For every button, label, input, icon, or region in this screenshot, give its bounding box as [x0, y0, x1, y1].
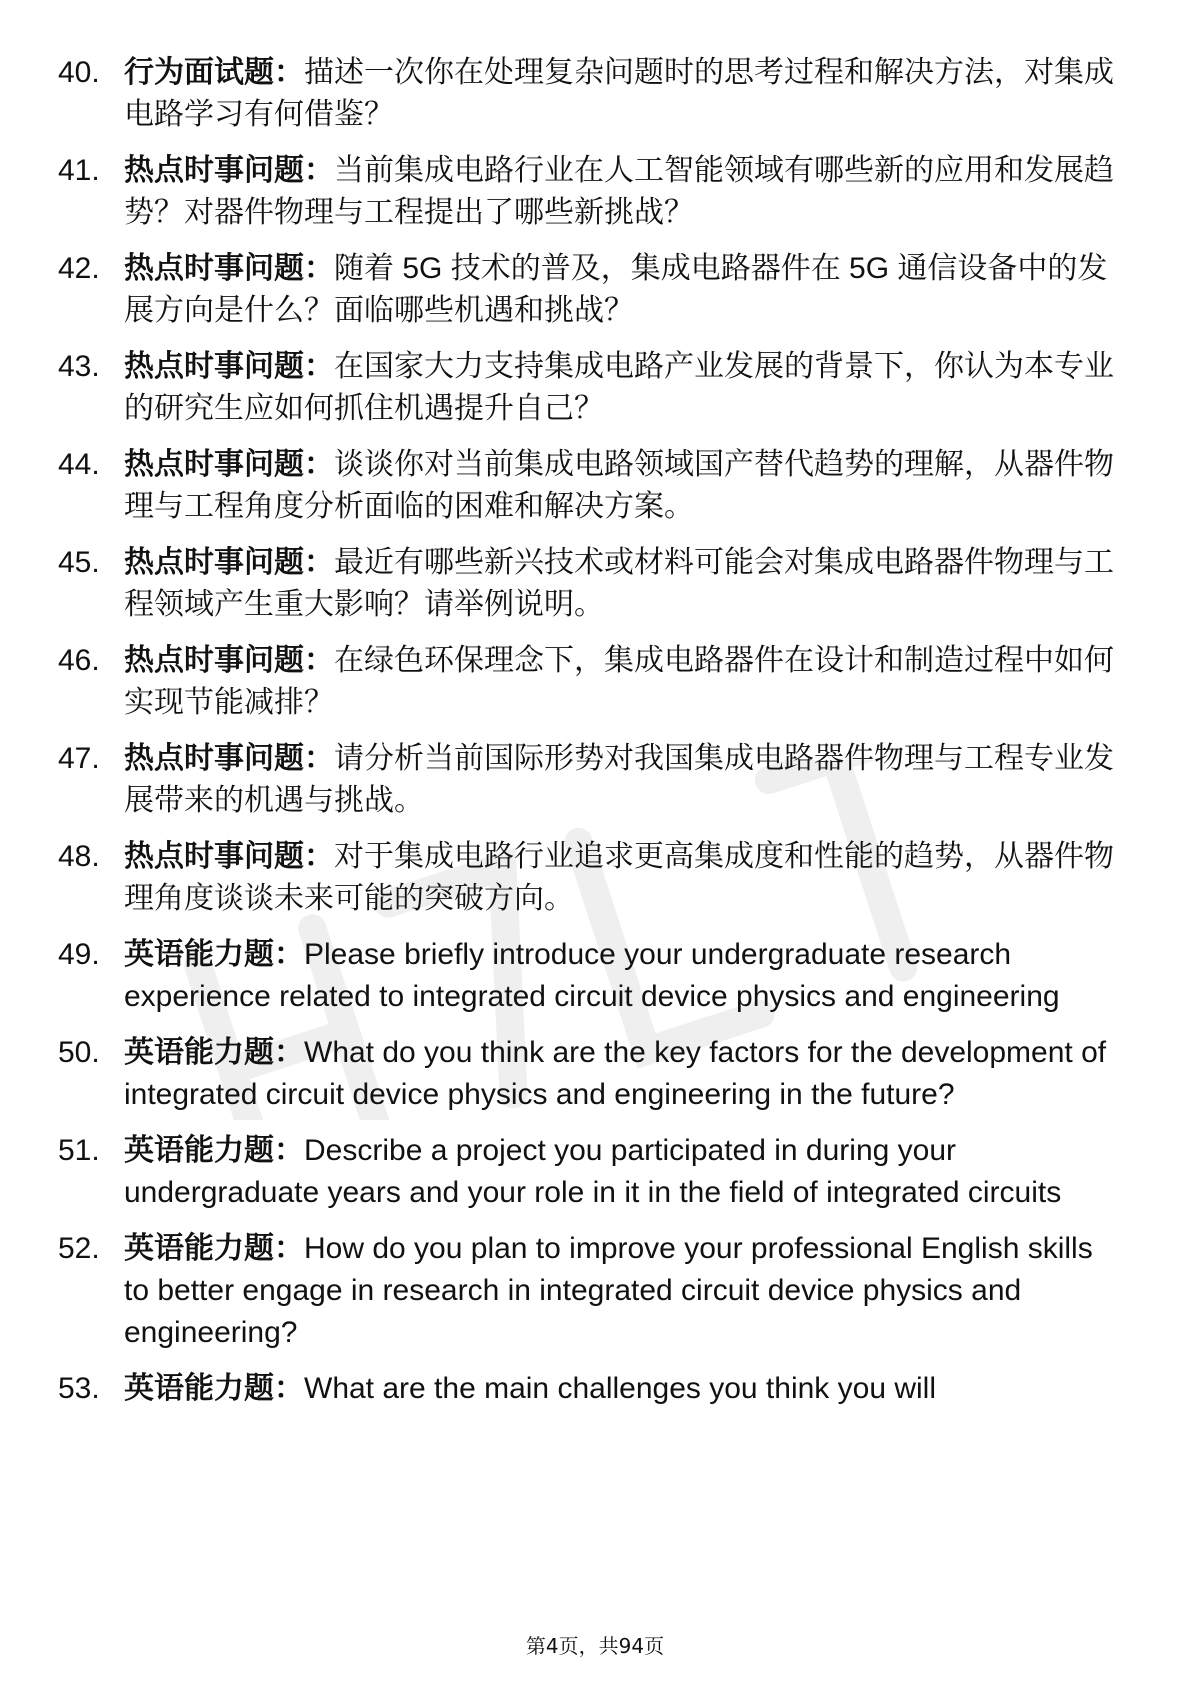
- question-body: [124, 248, 1118, 332]
- question-text: 当前集成电路行业在人工智能领域有哪些新的应用和发展趋势？对器件物理与工程提出了哪些新挑战？: [124, 154, 1114, 229]
- question-item: [58, 1130, 1118, 1214]
- question-item: [58, 836, 1118, 920]
- question-category: 热点时事问题：: [124, 546, 334, 579]
- question-body: [124, 346, 1118, 430]
- question-item: [58, 542, 1118, 626]
- question-body: [124, 444, 1118, 528]
- question-category: 英语能力题：: [124, 938, 304, 971]
- question-number: 41.: [58, 154, 100, 187]
- question-category: 英语能力题：: [124, 1134, 304, 1167]
- question-category: 热点时事问题：: [124, 742, 334, 775]
- question-body: [124, 542, 1118, 626]
- question-text: 谈谈你对当前集成电路领域国产替代趋势的理解，从器件物理与工程角度分析面临的困难和解决方案。: [124, 448, 1114, 523]
- page-footer: 第4页，共94页: [525, 1634, 665, 1658]
- question-category: 热点时事问题：: [124, 644, 334, 677]
- question-text: 在国家大力支持集成电路产业发展的背景下，你认为本专业的研究生应如何抓住机遇提升自己？: [124, 350, 1114, 425]
- question-item: [58, 444, 1118, 528]
- question-category: 热点时事问题：: [124, 840, 334, 873]
- question-list: [58, 52, 1118, 1424]
- question-body: [124, 150, 1118, 234]
- question-item: [58, 1368, 1118, 1410]
- question-category: 热点时事问题：: [124, 252, 334, 285]
- question-item: [58, 738, 1118, 822]
- question-text: What do you think are the key factors for the development of integrated circuit device physics and engineering in the future?: [124, 1036, 1107, 1111]
- question-number: 43.: [58, 350, 100, 383]
- question-number: 52.: [58, 1232, 100, 1265]
- question-item: [58, 640, 1118, 724]
- question-category: 热点时事问题：: [124, 448, 334, 481]
- question-category: 英语能力题：: [124, 1036, 304, 1069]
- question-number: 48.: [58, 840, 100, 873]
- question-number: 42.: [58, 252, 100, 285]
- question-number: 51.: [58, 1134, 100, 1167]
- question-body: [124, 738, 1118, 822]
- question-number: 49.: [58, 938, 100, 971]
- question-category: 英语能力题：: [124, 1232, 304, 1265]
- question-body: [124, 52, 1118, 136]
- question-number: 40.: [58, 56, 100, 89]
- question-number: 45.: [58, 546, 100, 579]
- question-item: [58, 1228, 1118, 1354]
- question-body: [124, 1032, 1118, 1116]
- question-item: [58, 934, 1118, 1018]
- question-text: 在绿色环保理念下，集成电路器件在设计和制造过程中如何实现节能减排？: [124, 644, 1114, 719]
- question-body: [124, 1368, 1118, 1410]
- question-body: [124, 640, 1118, 724]
- question-item: [58, 248, 1118, 332]
- question-item: [58, 1032, 1118, 1116]
- question-body: [124, 1228, 1118, 1354]
- question-text: 请分析当前国际形势对我国集成电路器件物理与工程专业发展带来的机遇与挑战。: [124, 742, 1114, 817]
- question-body: [124, 934, 1118, 1018]
- question-number: 47.: [58, 742, 100, 775]
- question-text: 随着 5G 技术的普及，集成电路器件在 5G 通信设备中的发展方向是什么？面临哪些机遇和挑战？: [124, 252, 1108, 327]
- question-category: 行为面试题：: [124, 56, 304, 89]
- question-category: 热点时事问题：: [124, 350, 334, 383]
- question-item: [58, 346, 1118, 430]
- question-text: Describe a project you participated in during your undergraduate years and your role in it in the field of integrated circuits: [124, 1134, 1062, 1209]
- question-text: Please briefly introduce your undergraduate research experience related to integrated circuit device physics and engineering: [124, 938, 1060, 1013]
- question-number: 46.: [58, 644, 100, 677]
- question-text: What are the main challenges you think you will: [304, 1372, 936, 1405]
- question-item: [58, 150, 1118, 234]
- question-number: 53.: [58, 1372, 100, 1405]
- question-body: [124, 1130, 1118, 1214]
- question-body: [124, 836, 1118, 920]
- question-text: 对于集成电路行业追求更高集成度和性能的趋势，从器件物理角度谈谈未来可能的突破方向。: [124, 840, 1114, 915]
- question-number: 50.: [58, 1036, 100, 1069]
- question-text: 最近有哪些新兴技术或材料可能会对集成电路器件物理与工程领域产生重大影响？请举例说明。: [124, 546, 1114, 621]
- question-number: 44.: [58, 448, 100, 481]
- question-category: 英语能力题：: [124, 1372, 304, 1405]
- question-text: How do you plan to improve your professional English skills to better engage in research in integrated circuit device physics and engineering?: [124, 1232, 1093, 1349]
- question-text: 描述一次你在处理复杂问题时的思考过程和解决方法，对集成电路学习有何借鉴？: [124, 56, 1114, 131]
- question-item: [58, 52, 1118, 136]
- question-category: 热点时事问题：: [124, 154, 334, 187]
